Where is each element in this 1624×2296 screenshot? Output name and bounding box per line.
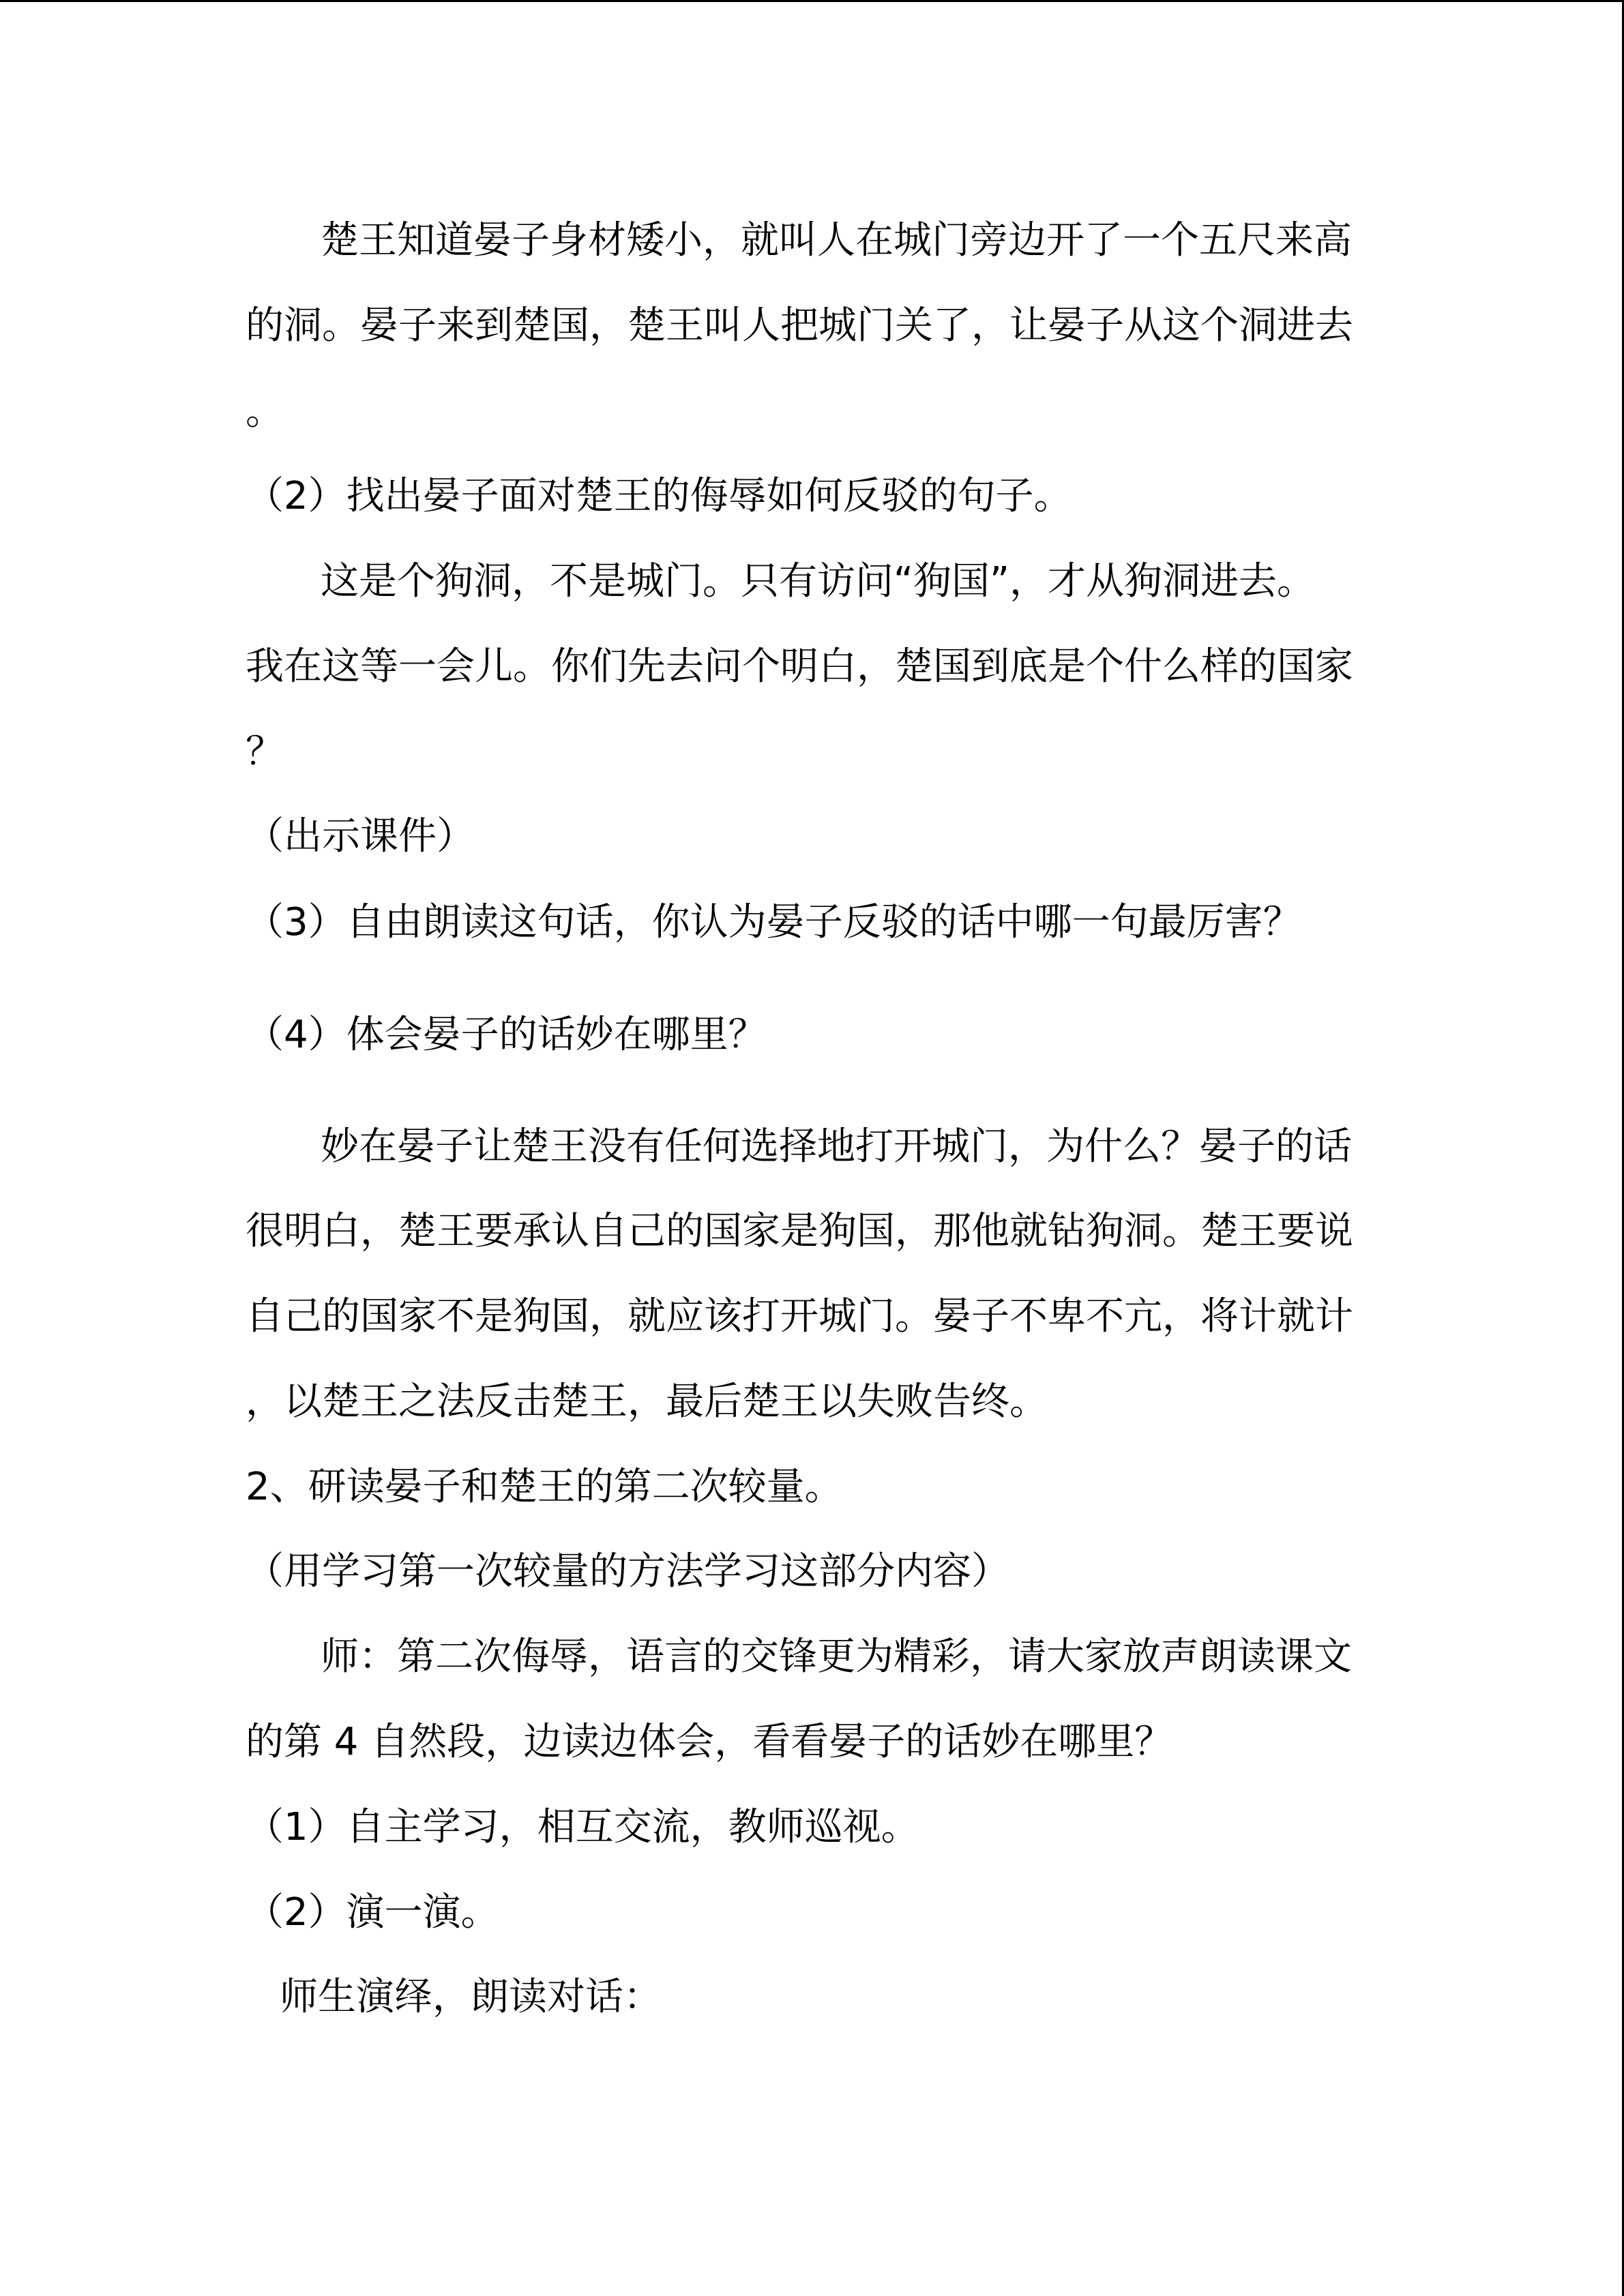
paragraph-line: 很明白，楚王要承认自己的国家是狗国，那他就钻狗洞。楚王要说 [246,1209,1353,1253]
paragraph-line: ？ [246,730,284,774]
paragraph-line: 这是个狗洞，不是城门。只有访问“狗国”，才从狗洞进去。 [321,559,1316,603]
question-line: （4）体会晏子的话妙在哪里？ [246,1013,767,1057]
paragraph-line: 我在这等一会儿。你们先去问个明白，楚国到底是个什么样的国家 [246,644,1353,689]
question-line: （2）演一演。 [246,1890,499,1935]
paragraph-line: 的洞。晏子来到楚国，楚王叫人把城门关了，让晏子从这个洞进去 [246,303,1353,348]
section-heading: 2、研读晏子和楚王的第二次较量。 [246,1465,843,1509]
paragraph-line: 师：第二次侮辱，语言的交锋更为精彩，请大家放声朗读课文 [321,1635,1352,1679]
question-line: （2）找出晏子面对楚王的侮辱如何反驳的句子。 [246,474,1072,518]
paragraph-line: 妙在晏子让楚王没有任何选择地打开城门，为什么？晏子的话 [321,1124,1352,1169]
paragraph-line: 楚王知道晏子身材矮小，就叫人在城门旁边开了一个五尺来高 [321,218,1352,263]
note-line: （出示课件） [246,814,475,859]
paragraph-line: 师生演绎，朗读对话： [280,1975,662,2019]
paragraph-line: 的第 4 自然段，边读边体会，看看晏子的话妙在哪里？ [246,1720,1173,1764]
paragraph-line: 自己的国家不是狗国，就应该打开城门。晏子不卑不亢，将计就计 [246,1294,1353,1339]
paragraph-line: 。 [246,389,284,434]
paragraph-line: ，以楚王之法反击楚王，最后楚王以失败告终。 [246,1380,1048,1424]
question-line: （3）自由朗读这句话，你认为晏子反驳的话中哪一句最厉害？ [246,900,1301,944]
note-line: （用学习第一次较量的方法学习这部分内容） [246,1549,1009,1594]
question-line: （1）自主学习，相互交流，教师巡视。 [246,1805,919,1849]
